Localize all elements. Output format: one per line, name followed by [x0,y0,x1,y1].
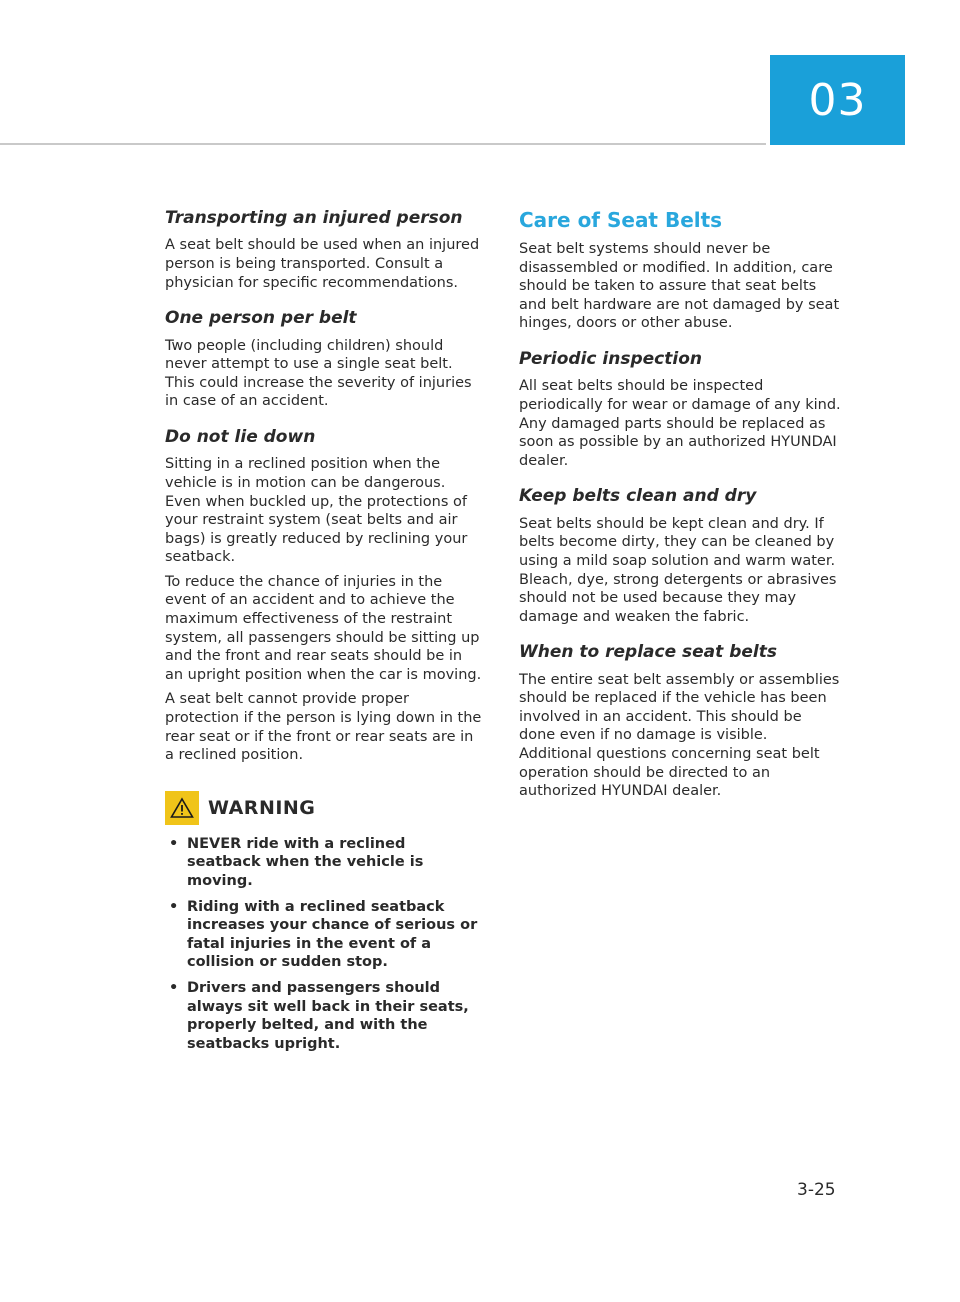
section-heading: Periodic inspection [519,348,702,369]
section-keep-belts-clean [519,486,841,626]
right-column [519,208,841,817]
paragraph: A seat belt should be used when an injured person is being transported. Consult a physician for specific recommendations. [165,237,480,291]
left-column [165,208,483,1060]
section-title: Care of Seat Belts [519,208,723,232]
warning-list [165,835,483,1054]
section-heading: Keep belts clean and dry [519,486,757,507]
section-one-person-per-belt [165,308,483,411]
section-heading: One person per belt [165,308,357,329]
section-heading: Do not lie down [165,426,316,447]
paragraph: A seat belt cannot provide proper protection if the person is lying down in the rear seat or if the front or rear seats are in a reclined position. [165,691,482,764]
paragraph: The entire seat belt assembly or assemblies should be replaced if the vehicle has been involved in an accident. This should be done even if no damage is visible. Additional questions concerning seat belt operation should be directed to an authorized HYUNDAI dealer. [519,671,840,800]
chapter-number: 03 [808,74,867,126]
warning-box [165,791,483,1054]
chapter-tab [770,55,905,145]
warning-title: WARNING [208,796,316,819]
paragraph: Seat belts should be kept clean and dry. If belts become dirty, they can be cleaned by using a mild soap solution and warm water. Bleach, dye, strong detergents or abrasives should not be used because they may damage and weaken the fabric. [519,515,837,625]
paragraph: To reduce the chance of injuries in the event of an accident and to achieve the maximum effectiveness of the restraint system, all passengers should be sitting up and the front and rear seats should be in an upright position when the car is moving. [165,573,482,683]
warning-item: • Riding with a reclined seatback increases your chance of serious or fatal injuries in the event of a collision or sudden stop. [165,898,483,972]
paragraph: Seat belt systems should never be disassembled or modified. In addition, care should be taken to assure that seat belts and belt hardware are not damaged by seat hinges, doors or other abuse. [519,241,840,332]
paragraph: Sitting in a reclined position when the vehicle is in motion can be dangerous. Even when buckled up, the protections of your restraint system (seat belts and air bags) is greatly reduced by reclining your seatback. [165,456,468,566]
warning-triangle-icon [165,791,199,825]
paragraph: All seat belts should be inspected periodically for wear or damage of any kind. Any damaged parts should be replaced as soon as possible by an authorized HYUNDAI dealer. [519,378,841,469]
warning-item: • Drivers and passengers should always sit well back in their seats, properly belted, and with the seatbacks upright. [165,979,483,1053]
warning-header [165,791,483,825]
section-when-to-replace [519,642,841,801]
section-heading: When to replace seat belts [519,642,777,663]
section-do-not-lie-down [165,427,483,765]
section-care-of-seat-belts [519,208,841,333]
warning-item: • NEVER ride with a reclined seatback when the vehicle is moving. [165,835,483,891]
section-periodic-inspection [519,349,841,470]
section-heading: Transporting an injured person [165,208,463,228]
section-transporting-injured [165,208,483,292]
page-number: 3-25 [797,1180,836,1200]
paragraph: Two people (including children) should never attempt to use a single seat belt. This could increase the severity of injuries in case of an accident. [165,337,472,410]
header-divider [0,143,766,145]
